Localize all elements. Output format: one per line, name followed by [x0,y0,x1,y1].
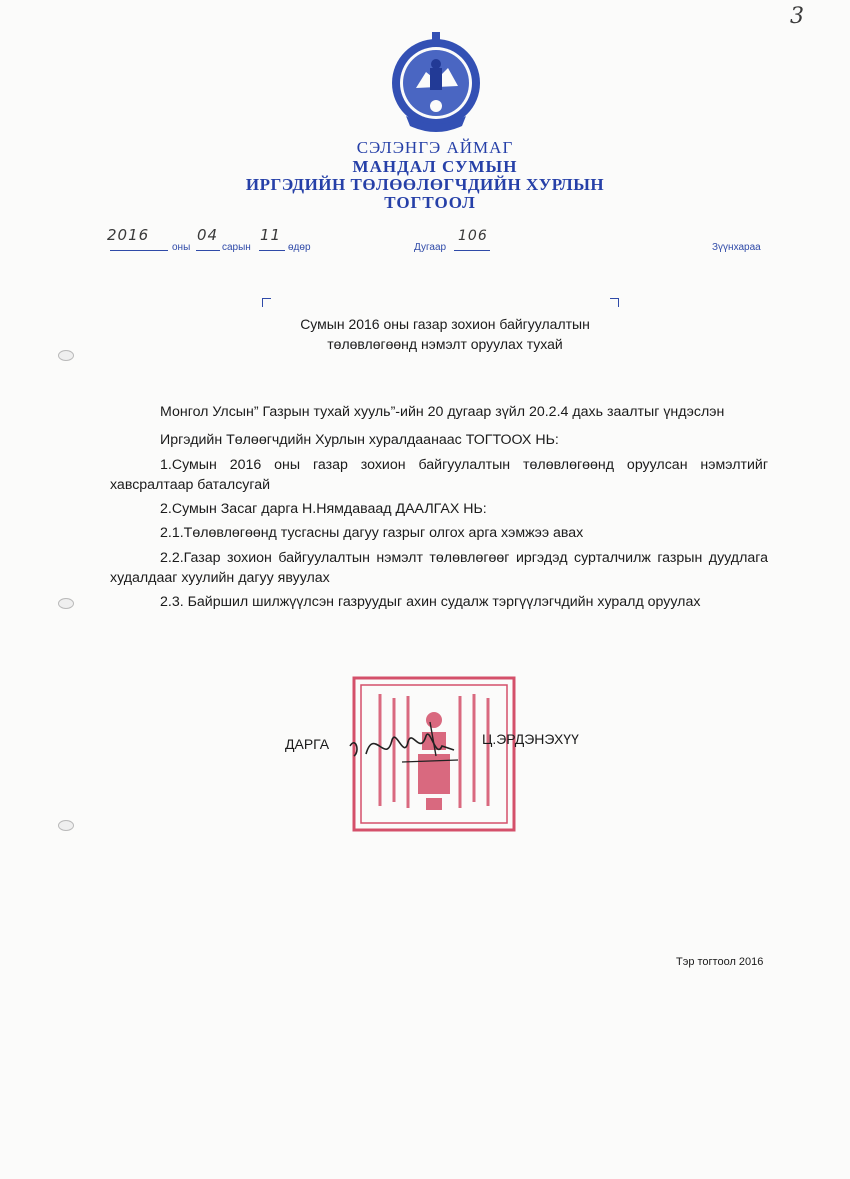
body-paragraph: 2.2.Газар зохион байгуулалтын нэмэлт төлөвлөгөөг иргэдэд сурталчилж газрын дуудлага худалдааг хуулийн дагуу явуулах [110,549,768,587]
body-paragraph: 1.Сумын 2016 оны газар зохион байгуулалтын төлөвлөгөөнд оруулсан нэмэлтийг хавсралтаар баталсугай [110,456,768,493]
date-year: 2016 [107,226,150,244]
signatory-name: Ц.ЭРДЭНЭХҮҮ [482,731,579,747]
resolution-number: 106 [458,228,488,244]
month-underline [196,250,220,251]
resolution-title-line2: төлөвлөгөөнд нэмэлт оруулах тухай [327,336,563,352]
date-day: 11 [260,226,282,244]
footer-note: Тэр тогтоол 2016 [676,956,764,968]
body-paragraph: 2.1.Төлөвлөгөөнд тусгасны дагуу газрыг олгох арга хэмжээ авах [160,525,584,542]
resolution-title-line1: Сумын 2016 оны газар зохион байгуулалтын [300,316,590,332]
signature-icon [346,716,466,776]
day-underline [259,250,285,251]
punch-hole [58,820,74,831]
page-number: 3 [790,4,804,29]
signatory-title: ДАРГА [285,736,330,752]
year-label: оны [172,242,191,253]
number-label: Дугаар [414,242,447,253]
resolution-body [110,402,768,613]
day-label: өдөр [288,242,311,253]
body-paragraph: 2.3. Байршил шилжүүлсэн газруудыг ахин судалж тэргүүлэгчдийн хуралд оруулах [160,594,701,611]
body-paragraph: Монгол Улсын” Газрын тухай хууль”-ийн 20 дугаар зүйл 20.2.4 дахь заалтыг үндэслэн [160,404,725,420]
state-emblem-icon [386,28,486,138]
header-aimag: СЭЛЭНГЭ АЙМАГ [356,138,514,157]
place-name: Зүүнхараа [712,242,761,253]
punch-hole [58,598,74,609]
body-paragraph: 2.Сумын Засаг дарга Н.Нямдаваад ДААЛГАХ НЬ: [160,501,487,518]
year-underline [110,250,168,251]
number-underline [454,250,490,251]
header-resolution: ТОГТООЛ [384,193,476,212]
month-label: сарын [222,242,251,253]
header-council: ИРГЭДИЙН ТӨЛӨӨЛӨГЧДИЙН ХУРЛЫН [245,175,605,194]
header-sum: МАНДАЛ СУМЫН [352,157,518,176]
title-bracket-right [610,298,619,307]
title-bracket-left [262,298,271,307]
body-paragraph: Иргэдийн Төлөөгчдийн Хурлын хуралдаанаас ТОГТООХ НЬ: [160,432,559,449]
date-month: 04 [197,226,219,244]
